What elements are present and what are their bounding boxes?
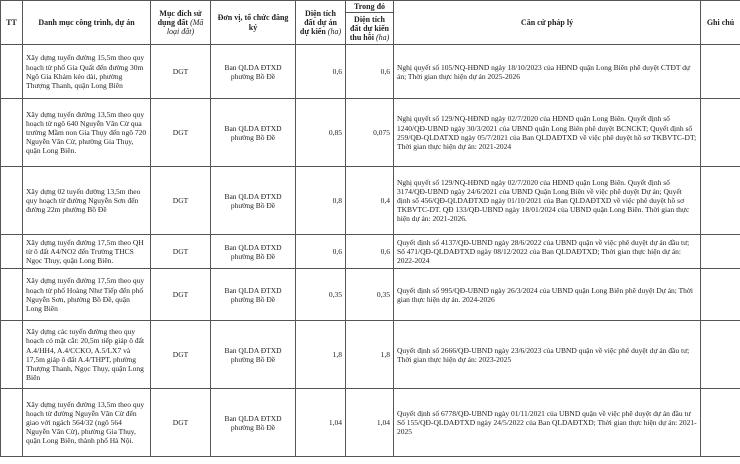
- note-cell: [701, 99, 740, 167]
- legal-basis: Quyết định số 995/QĐ-UBND ngày 26/3/2024 của UBND quận Long Biên phê duyệt Dự án; Thời gian thực hiện dự án. 2024-2026: [394, 269, 701, 321]
- area-value: 0,6: [296, 235, 346, 269]
- row-tt: [1, 235, 23, 269]
- table-row: [1, 167, 740, 235]
- land-purpose: DGT: [151, 99, 211, 167]
- project-name: Xây dựng tuyến đường 13,5m theo quy hoạch từ đường Nguyễn Văn Cừ đến giao với ngách 564/32 (ngõ 564 Nguyễn Văn Cừ), phường Gia Thụy, quận Long Biên, thành phố Hà Nội.: [23, 389, 151, 457]
- project-name: Xây dựng các tuyến đường theo quy hoạch có mặt cắt: 20,5m tiếp giáp ô đất A.4/HH4, A.4/CCKO, A.5/LX7 và 17,5m giáp ô đất A.4/THPT, phường Thượng Thanh, Ngọc Thụy, quận Long Biên: [23, 321, 151, 389]
- header-of-which: Trong đó: [346, 1, 394, 13]
- header-purpose-label: Mục đích sử dụng đất: [157, 8, 202, 27]
- row-tt: [1, 321, 23, 389]
- legal-basis: Quyết định số 6778/QĐ-UBND ngày 01/11/2021 của UBND quận về việc phê duyệt dự án đầu tư Số 155/QĐ-QLDAĐTXD ngày 24/5/2022 của Ban QLDAĐTXD; Thời gian thực hiện dự án: 2021-2025: [394, 389, 701, 457]
- note-cell: [701, 45, 740, 99]
- reclaim-value: 0,075: [346, 99, 394, 167]
- header-reclaim-label: Diện tích đất dự kiến thu hồi: [349, 14, 390, 43]
- land-purpose: DGT: [151, 167, 211, 235]
- area-value: 1,8: [296, 321, 346, 389]
- reclaim-value: 0,6: [346, 45, 394, 99]
- land-purpose: DGT: [151, 45, 211, 99]
- note-cell: [701, 235, 740, 269]
- note-cell: [701, 269, 740, 321]
- header-reclaim: [346, 13, 394, 45]
- legal-basis: Nghị quyết số 129/NQ-HĐND ngày 02/7/2020 của HĐND quận Long Biên. Quyết định số 1240/QĐ-UBND ngày 30/3/2021 của UBND quận Long Biên phê duyệt BCNCKT; Quyết định số 259/QĐ-QLDATXD ngày 05/7/2021 của Ban QLDAĐTXD về việc phê duyệt hồ sơ TKBVTC-DT; Thời gian thực hiện dự án: 2021-2024: [394, 99, 701, 167]
- note-cell: [701, 389, 740, 457]
- header-project: Danh mục công trình, dự án: [23, 1, 151, 45]
- header-unit-org: Đơn vị, tổ chức đăng ký: [211, 1, 296, 45]
- project-name: Xây dựng 02 tuyến đường 13,5m theo quy hoạch từ đường Nguyễn Sơn đến đường 22m phường Bồ Đề: [23, 167, 151, 235]
- land-purpose: DGT: [151, 321, 211, 389]
- land-purpose: DGT: [151, 389, 211, 457]
- header-legal: Căn cứ pháp lý: [394, 1, 701, 45]
- header-area-label: Diện tích đất dự án dự kiến: [299, 8, 337, 37]
- header-area: [296, 1, 346, 45]
- reclaim-value: 1,04: [346, 389, 394, 457]
- area-value: 1,04: [296, 389, 346, 457]
- table-row: [1, 45, 740, 99]
- register-org: Ban QLDA ĐTXD phường Bồ Đề: [211, 389, 296, 457]
- reclaim-value: 0,4: [346, 167, 394, 235]
- project-name: Xây dựng tuyến đường 17,5m theo QH từ ô đất A4/NO2 đến Trường THCS Ngọc Thụy, quận Long Biên.: [23, 235, 151, 269]
- register-org: Ban QLDA ĐTXD phường Bồ Đề: [211, 321, 296, 389]
- area-value: 0,6: [296, 45, 346, 99]
- row-tt: [1, 167, 23, 235]
- table-row: [1, 321, 740, 389]
- reclaim-value: 1,8: [346, 321, 394, 389]
- legal-basis: Nghị quyết số 129/NQ-HĐND ngày 02/7/2020 của HĐND quận Long Biên. Quyết định số 3174/QĐ-UBND ngày 24/6/2021 của UBND Quận Long Biên về việc phê duyệt Dự án; Quyết định số 456/QĐ-QLDAĐTXD ngày 01/10/2021 của Ban QLDAĐTXD về việc phê duyệt hồ sơ TKBVTC-DT. QĐ 133/QĐ-UBND ngày 18/01/2024 của UBND quận Long Biên. Thời gian thực hiện dự án: 2021-2026.: [394, 167, 701, 235]
- project-name: Xây dựng tuyến đường 15,5m theo quy hoạch từ phố Gia Quất đến đường 30m Ngô Gia Khảm kéo dài, phường Thượng Thanh, quận Long Biên: [23, 45, 151, 99]
- register-org: Ban QLDA ĐTXD phường Bồ Đề: [211, 45, 296, 99]
- register-org: Ban QLDA ĐTXD phường Bồ Đề: [211, 269, 296, 321]
- header-tt: TT: [1, 1, 23, 45]
- land-purpose: DGT: [151, 235, 211, 269]
- table-row: [1, 235, 740, 269]
- register-org: Ban QLDA ĐTXD phường Bồ Đề: [211, 235, 296, 269]
- legal-basis: Quyết định số 4137/QĐ-UBND ngày 28/6/2022 của UBND quận về việc phê duyệt dự án đầu tư; Số 471/QĐ-QLDAĐTXD ngày 08/12/2022 của Ban QLDAĐTXD; Thời gian thực hiện dự án: 2022-2024: [394, 235, 701, 269]
- reclaim-value: 0,35: [346, 269, 394, 321]
- area-value: 0,85: [296, 99, 346, 167]
- project-name: Xây dựng tuyến đường 17,5m theo quy hoạch từ phố Hoàng Như Tiếp đến phố Nguyễn Sơn, phường Bồ Đề, quận Long Biên: [23, 269, 151, 321]
- row-tt: [1, 45, 23, 99]
- row-tt: [1, 99, 23, 167]
- reclaim-value: 0,6: [346, 235, 394, 269]
- header-purpose-unit: (Mã loại đất): [166, 18, 204, 37]
- register-org: Ban QLDA ĐTXD phường Bồ Đề: [211, 99, 296, 167]
- legal-basis: Quyết định số 2666/QĐ-UBND ngày 23/6/2023 của UBND quận về việc phê duyệt dự án đầu tư; Thời gian thực hiện dự án: 2023-2025: [394, 321, 701, 389]
- row-tt: [1, 269, 23, 321]
- area-value: 0,35: [296, 269, 346, 321]
- legal-basis: Nghị quyết số 105/NQ-HĐND ngày 18/10/2023 của HĐND quận Long Biên phê duyệt CTĐT dự án; Thời gian thực hiện dự án 2025-2026: [394, 45, 701, 99]
- table-row: [1, 389, 740, 457]
- header-purpose: [151, 1, 211, 45]
- note-cell: [701, 321, 740, 389]
- register-org: Ban QLDA ĐTXD phường Bồ Đề: [211, 167, 296, 235]
- row-tt: [1, 389, 23, 457]
- header-note: Ghi chú: [701, 1, 740, 45]
- header-area-unit: (ha): [327, 27, 342, 37]
- area-value: 0,8: [296, 167, 346, 235]
- table-row: [1, 99, 740, 167]
- project-name: Xây dựng tuyến đường 13,5m theo quy hoạch từ ngõ 640 Nguyễn Văn Cừ qua trường Mầm non Gia Thụy đến ngõ 720 Nguyễn Văn Cừ, phường Gia Thụy, quận Long Biên.: [23, 99, 151, 167]
- land-purpose: DGT: [151, 269, 211, 321]
- header-reclaim-unit: (ha): [375, 33, 390, 43]
- table-row: [1, 269, 740, 321]
- note-cell: [701, 167, 740, 235]
